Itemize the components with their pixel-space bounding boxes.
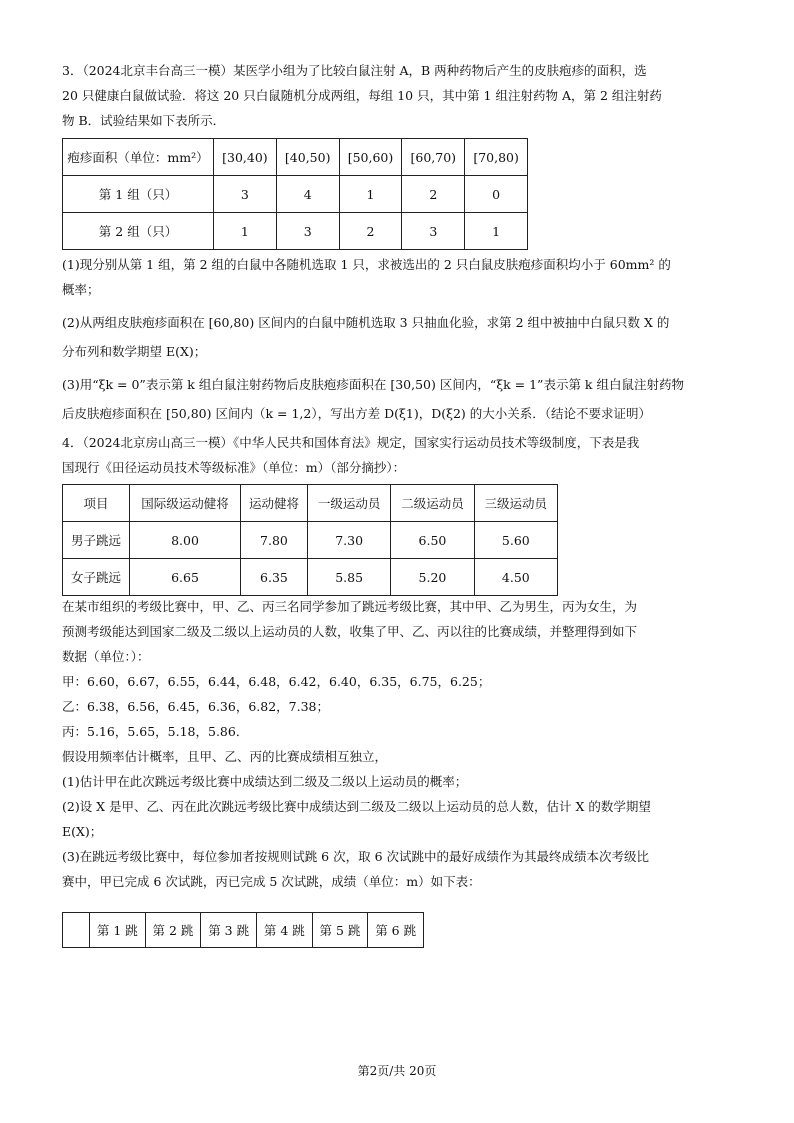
table-row <box>63 559 558 596</box>
table-cell: 男子跳远 <box>63 522 130 559</box>
table-cell: 6.35 <box>241 559 308 596</box>
table-header-cell: 第 2 跳 <box>145 913 201 948</box>
q3-part-line: (1)现分别从第 1 组，第 2 组的白鼠中各随机选取 1 只，求被选出的 2 只白鼠皮肤疱疹面积均小于 60mm² 的 <box>62 257 671 272</box>
table-header-row <box>63 139 528 176</box>
q4-body-line: 甲：6.60，6.67，6.55，6.44，6.48，6.42，6.40，6.35，6.75，6.25； <box>62 674 491 689</box>
table-header-cell: [50,60) <box>339 139 402 176</box>
table-cell: 7.80 <box>241 522 308 559</box>
table-header-cell: 二级运动员 <box>391 485 474 522</box>
table-cell: 5.20 <box>391 559 474 596</box>
q4-body-line: 预测考级能达到国家二级及二级以上运动员的人数，收集了甲、乙、丙以往的比赛成绩，并整理得到如下 <box>62 624 638 639</box>
table-cell: 6.65 <box>130 559 241 596</box>
table-header-cell: 运动健将 <box>241 485 308 522</box>
table-header-cell: [60,70) <box>402 139 465 176</box>
q4-intro <box>62 430 734 480</box>
table-header-cell: 疱疹面积（单位：mm²） <box>63 139 214 176</box>
table-header-cell: 一级运动员 <box>307 485 390 522</box>
table-cell: 2 <box>402 176 465 213</box>
q4-body-line: 赛中，甲已完成 6 次试跳，丙已完成 5 次试跳，成绩（单位：m）如下表： <box>62 874 481 889</box>
table-header-cell: 项目 <box>63 485 130 522</box>
table-cell: 1 <box>214 213 277 250</box>
table-cell: 3 <box>402 213 465 250</box>
table-header-cell: 第 5 跳 <box>312 913 368 948</box>
table-cell: 8.00 <box>130 522 241 559</box>
table-cell: 3 <box>214 176 277 213</box>
q4-body <box>62 594 734 894</box>
q3-table <box>62 138 528 250</box>
table-cell: 第 1 组（只） <box>63 176 214 213</box>
q3-part-line: 概率； <box>62 282 100 297</box>
q3-intro-line: 20 只健康白鼠做试验．将这 20 只白鼠随机分成两组，每组 10 只，其中第 1 组注射药物 A，第 2 组注射药 <box>62 88 662 103</box>
q4-body-line: E(X)； <box>62 824 103 839</box>
q4-intro-line: 4．（2024北京房山高三一模）《中华人民共和国体育法》规定，国家实行运动员技术等级制度，下表是我 <box>62 435 640 450</box>
q3-part-line: (2)从两组皮肤疱疹面积在 [60,80) 区间内的白鼠中随机选取 3 只抽血化验，求第 2 组中被抽中白鼠只数 X 的 <box>62 315 670 330</box>
q4-body-line: 乙：6.38，6.56，6.45，6.36，6.82，7.38； <box>62 699 329 714</box>
table-header-cell: 第 1 跳 <box>90 913 146 948</box>
table-cell: 1 <box>465 213 528 250</box>
table-cell: 1 <box>339 176 402 213</box>
page-footer: 第2页/共 20页 <box>357 1064 437 1078</box>
table-cell: 4 <box>276 176 339 213</box>
q4-jump-table <box>62 912 424 948</box>
table-row <box>63 176 528 213</box>
table-header-row <box>63 913 424 948</box>
table-cell: 2 <box>339 213 402 250</box>
table-cell: 3 <box>276 213 339 250</box>
table-header-cell: [70,80) <box>465 139 528 176</box>
table-cell: 0 <box>465 176 528 213</box>
q3-intro <box>62 58 734 133</box>
table-header-cell: 国际级运动健将 <box>130 485 241 522</box>
q3-intro-line: 物 B．试验结果如下表所示． <box>62 113 226 128</box>
q4-body-line: 在某市组织的考级比赛中，甲、乙、丙三名同学参加了跳远考级比赛，其中甲、乙为男生，丙为女生，为 <box>62 599 638 614</box>
table-header-cell: 第 3 跳 <box>201 913 257 948</box>
table-cell: 第 2 组（只） <box>63 213 214 250</box>
q3-part-line: 后皮肤疱疹面积在 [50,80) 区间内（k = 1,2），写出方差 D(ξ1)，D(ξ2) 的大小关系．（结论不要求证明） <box>62 406 652 421</box>
table-cell: 5.85 <box>307 559 390 596</box>
table-header-cell: 第 6 跳 <box>368 913 424 948</box>
table-row <box>63 522 558 559</box>
q4-body-line: 丙：5.16，5.65，5.18，5.86． <box>62 724 249 739</box>
table-cell: 7.30 <box>307 522 390 559</box>
table-header-cell <box>63 913 90 948</box>
q4-body-line: (2)设 X 是甲、乙、丙在此次跳远考级比赛中成绩达到二级及二级以上运动员的总人数，估计 X 的数学期望 <box>62 799 651 814</box>
table-cell: 女子跳远 <box>63 559 130 596</box>
q4-body-line: 假设用频率估计概率，且甲、乙、丙的比赛成绩相互独立， <box>62 749 388 764</box>
q4-standards-table <box>62 484 558 596</box>
table-header-cell: [40,50) <box>276 139 339 176</box>
q3-part-line: 分布列和数学期望 E(X)； <box>62 344 207 359</box>
table-header-row <box>63 485 558 522</box>
table-header-cell: 三级运动员 <box>474 485 557 522</box>
q3-intro-line: 3．（2024北京丰台高三一模）某医学小组为了比较白鼠注射 A，B 两种药物后产生的皮肤疱疹的面积，选 <box>62 63 647 78</box>
q4-body-line: (1)估计甲在此次跳远考级比赛中成绩达到二级及二级以上运动员的概率； <box>62 774 468 789</box>
q4-intro-line: 国现行《田径运动员技术等级标准》（单位：m）（部分摘抄）： <box>62 460 406 475</box>
table-header-cell: [30,40) <box>214 139 277 176</box>
table-cell: 5.60 <box>474 522 557 559</box>
q4-body-line: 数据（单位：）： <box>62 649 150 664</box>
q3-parts <box>62 252 734 426</box>
table-cell: 6.50 <box>391 522 474 559</box>
table-header-cell: 第 4 跳 <box>256 913 312 948</box>
table-cell: 4.50 <box>474 559 557 596</box>
table-row <box>63 213 528 250</box>
q4-body-line: (3)在跳远考级比赛中，每位参加者按规则试跳 6 次，取 6 次试跳中的最好成绩作为其最终成绩本次考级比 <box>62 849 650 864</box>
q3-part-line: (3)用“ξk = 0”表示第 k 组白鼠注射药物后皮肤疱疹面积在 [30,50) 区间内，“ξk = 1”表示第 k 组白鼠注射药物 <box>62 377 684 392</box>
